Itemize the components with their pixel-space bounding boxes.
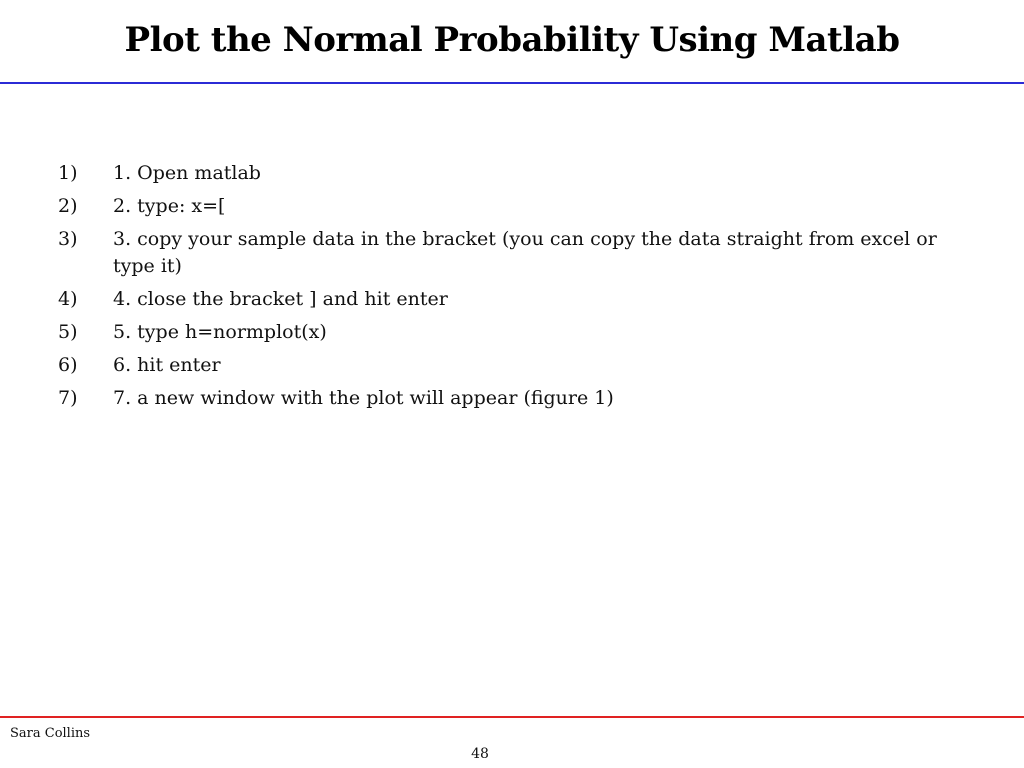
- slide-title: Plot the Normal Probability Using Matlab: [124, 20, 900, 60]
- list-item: [58, 319, 958, 346]
- page-number: 48: [471, 746, 489, 762]
- list-item: [58, 193, 958, 220]
- list-item: [58, 352, 958, 379]
- list-item: [58, 385, 958, 412]
- steps-list: [58, 160, 958, 418]
- step-text: 3. copy your sample data in the bracket (you can copy the data straight from excel or type it): [113, 228, 937, 277]
- step-number: 5): [58, 321, 78, 343]
- title-divider: [0, 82, 1024, 84]
- step-number: 1): [58, 162, 78, 184]
- step-number: 4): [58, 288, 78, 310]
- footer-divider: [0, 716, 1024, 718]
- list-item: [58, 286, 958, 313]
- list-item: [58, 226, 958, 280]
- step-number: 2): [58, 195, 78, 217]
- step-text: 2. type: x=[: [113, 195, 226, 217]
- step-text: 4. close the bracket ] and hit enter: [113, 288, 448, 310]
- list-item: [58, 160, 958, 187]
- step-text: 7. a new window with the plot will appear (figure 1): [113, 387, 614, 409]
- step-number: 3): [58, 228, 78, 250]
- step-text: 5. type h=normplot(x): [113, 321, 327, 343]
- step-number: 6): [58, 354, 78, 376]
- step-number: 7): [58, 387, 78, 409]
- step-text: 1. Open matlab: [113, 162, 261, 184]
- footer-author: Sara Collins: [10, 726, 91, 741]
- step-text: 6. hit enter: [113, 354, 221, 376]
